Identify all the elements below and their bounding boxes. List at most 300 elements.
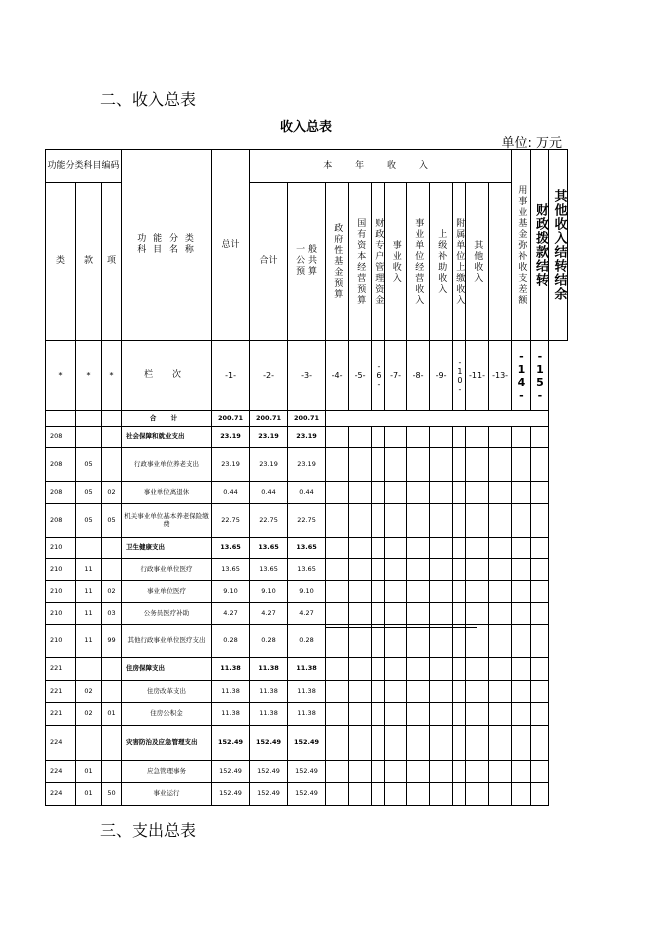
- row-empty-cell: [326, 726, 349, 761]
- row-general: 152.49: [288, 783, 326, 806]
- row-empty-cell: [466, 703, 489, 726]
- row-empty-cell: [407, 783, 430, 806]
- lanci-num: -13-: [489, 341, 512, 411]
- current-year-income-header: 本 年 收 入: [250, 150, 512, 183]
- row-subtotal: 23.19: [250, 448, 288, 482]
- row-empty-cell: [453, 603, 466, 625]
- row-xiang: 01: [102, 703, 122, 726]
- row-empty-cell: [349, 427, 372, 448]
- table-row: [46, 703, 568, 726]
- row-total: 0.28: [212, 625, 250, 658]
- row-kuan: 05: [76, 504, 102, 538]
- row-subtotal: 11.38: [250, 658, 288, 681]
- row-kuan: 11: [76, 625, 102, 658]
- row-total: 9.10: [212, 581, 250, 603]
- row-empty-cell: [489, 559, 512, 581]
- row-empty-cell: [372, 427, 385, 448]
- row-total: 152.49: [212, 726, 250, 761]
- row-empty-cell: [512, 448, 531, 482]
- row-empty-cell: [430, 726, 453, 761]
- row-empty-cell: [531, 559, 549, 581]
- row-name: 住房公积金: [122, 703, 212, 726]
- row-xiang: [102, 761, 122, 783]
- row-empty-cell: [349, 559, 372, 581]
- row-empty-cell: [466, 726, 489, 761]
- lanci-num: -2-: [250, 341, 288, 411]
- row-xiang: [102, 559, 122, 581]
- row-empty-cell: [430, 504, 453, 538]
- row-name: 事业单位离退休: [122, 482, 212, 504]
- row-empty-cell: [466, 658, 489, 681]
- row-empty-cell: [512, 581, 531, 603]
- row-empty-cell: [512, 783, 531, 806]
- row-general: 152.49: [288, 761, 326, 783]
- lanci-num: -5-: [349, 341, 372, 411]
- state-capital-header: 国有资本经营预算: [349, 183, 372, 341]
- table-row: [46, 658, 568, 681]
- row-empty-cell: [531, 625, 549, 658]
- row-empty-cell: [407, 448, 430, 482]
- row-kuan: [76, 427, 102, 448]
- row-general: 11.38: [288, 703, 326, 726]
- subtotal-header: 合计: [250, 183, 288, 341]
- row-lei: 210: [46, 559, 76, 581]
- row-empty-cell: [372, 761, 385, 783]
- row-empty-cell: [466, 625, 489, 658]
- row-lei: 210: [46, 538, 76, 559]
- row-empty-cell: [349, 482, 372, 504]
- row-kuan: [76, 538, 102, 559]
- row-empty-cell: [349, 448, 372, 482]
- row-empty-cell: [430, 703, 453, 726]
- table-row: [46, 482, 568, 504]
- row-empty-cell: [385, 783, 407, 806]
- table-row: [46, 581, 568, 603]
- row-empty-cell: [385, 581, 407, 603]
- row-name: 事业单位医疗: [122, 581, 212, 603]
- row-empty-cell: [372, 559, 385, 581]
- row-empty-cell: [385, 448, 407, 482]
- row-name: 公务员医疗补助: [122, 603, 212, 625]
- row-empty-cell: [453, 504, 466, 538]
- row-empty-cell: [407, 603, 430, 625]
- row-empty-cell: [453, 427, 466, 448]
- table-row: [46, 603, 568, 625]
- total-row-subtotal: 200.71: [250, 411, 288, 427]
- row-subtotal: 11.38: [250, 703, 288, 726]
- row-kuan: 02: [76, 703, 102, 726]
- lanci-num: -14-: [512, 341, 531, 411]
- row-empty-cell: [489, 427, 512, 448]
- row-kuan: 11: [76, 559, 102, 581]
- row-kuan: 05: [76, 448, 102, 482]
- row-empty-cell: [349, 761, 372, 783]
- row-empty-cell: [512, 482, 531, 504]
- row-xiang: [102, 427, 122, 448]
- row-empty-cell: [326, 783, 349, 806]
- row-name: 其他行政事业单位医疗支出: [122, 625, 212, 658]
- row-subtotal: 4.27: [250, 603, 288, 625]
- row-name: 事业运行: [122, 783, 212, 806]
- row-empty-cell: [385, 559, 407, 581]
- lanci-mark: *: [102, 341, 122, 411]
- row-empty-cell: [512, 681, 531, 703]
- row-lei: 221: [46, 658, 76, 681]
- row-empty-cell: [531, 581, 549, 603]
- row-general: 9.10: [288, 581, 326, 603]
- row-subtotal: 9.10: [250, 581, 288, 603]
- lanci-mark: *: [46, 341, 76, 411]
- lanci-num: -9-: [430, 341, 453, 411]
- table-row: [46, 726, 568, 761]
- row-empty-cell: [430, 482, 453, 504]
- row-empty-cell: [372, 658, 385, 681]
- row-empty-cell: [430, 625, 453, 658]
- row-empty-cell: [407, 681, 430, 703]
- table-row: [46, 625, 568, 658]
- row-empty-cell: [385, 482, 407, 504]
- row-empty-cell: [385, 703, 407, 726]
- superior-sub-header: 上级补助收入: [430, 183, 453, 341]
- row-empty-cell: [326, 603, 349, 625]
- row-general: 22.75: [288, 504, 326, 538]
- row-empty-cell: [372, 482, 385, 504]
- lanci-mark: *: [76, 341, 102, 411]
- row-empty-cell: [489, 726, 512, 761]
- kuan-header: 款: [76, 183, 102, 341]
- row-subtotal: 0.28: [250, 625, 288, 658]
- unit-label: 单位: 万元: [501, 136, 562, 151]
- row-empty-cell: [466, 559, 489, 581]
- row-empty-cell: [385, 658, 407, 681]
- row-empty-cell: [372, 681, 385, 703]
- row-name: 行政事业单位养老支出: [122, 448, 212, 482]
- row-general: 13.65: [288, 559, 326, 581]
- row-general: 0.28: [288, 625, 326, 658]
- total-row-label: 合 计: [122, 411, 212, 427]
- row-empty-cell: [349, 603, 372, 625]
- row-lei: 208: [46, 448, 76, 482]
- row-empty-cell: [326, 427, 349, 448]
- row-empty-cell: [512, 559, 531, 581]
- row-subtotal: 152.49: [250, 726, 288, 761]
- row-empty-cell: [372, 448, 385, 482]
- row-name: 应急管理事务: [122, 761, 212, 783]
- row-empty-cell: [453, 538, 466, 559]
- row-empty-cell: [326, 559, 349, 581]
- career-income-header: 事业收入: [385, 183, 407, 341]
- row-empty-cell: [430, 427, 453, 448]
- row-xiang: 99: [102, 625, 122, 658]
- table-row: [46, 559, 568, 581]
- row-total: 152.49: [212, 761, 250, 783]
- row-empty-cell: [326, 581, 349, 603]
- total-header: 总计: [212, 150, 250, 341]
- table-row: [46, 504, 568, 538]
- row-empty-cell: [430, 448, 453, 482]
- row-kuan: 01: [76, 761, 102, 783]
- row-empty-cell: [531, 681, 549, 703]
- row-empty-cell: [531, 538, 549, 559]
- row-empty-cell: [349, 783, 372, 806]
- row-empty-cell: [489, 703, 512, 726]
- row-empty-cell: [531, 504, 549, 538]
- row-subtotal: 11.38: [250, 681, 288, 703]
- lanci-label: 栏 次: [122, 341, 212, 411]
- row-empty-cell: [466, 681, 489, 703]
- row-empty-cell: [453, 448, 466, 482]
- row-empty-cell: [407, 658, 430, 681]
- row-total: 23.19: [212, 427, 250, 448]
- table-row: [46, 761, 568, 783]
- row-empty-cell: [407, 625, 430, 658]
- row-kuan: [76, 658, 102, 681]
- row-empty-cell: [531, 703, 549, 726]
- lanci-num: -10-: [453, 341, 466, 411]
- row-empty-cell: [349, 658, 372, 681]
- row-empty-cell: [372, 504, 385, 538]
- row-empty-cell: [372, 783, 385, 806]
- row-lei: 208: [46, 504, 76, 538]
- row-empty-cell: [349, 625, 372, 658]
- row-empty-cell: [372, 538, 385, 559]
- row-total: 0.44: [212, 482, 250, 504]
- row-empty-cell: [372, 726, 385, 761]
- row-empty-cell: [407, 726, 430, 761]
- row-empty-cell: [489, 681, 512, 703]
- row-empty-cell: [466, 504, 489, 538]
- row-general: 4.27: [288, 603, 326, 625]
- row-general: 23.19: [288, 427, 326, 448]
- row-empty-cell: [372, 703, 385, 726]
- lanci-num: -7-: [385, 341, 407, 411]
- row-lei: 224: [46, 726, 76, 761]
- row-empty-cell: [466, 427, 489, 448]
- row-lei: 208: [46, 427, 76, 448]
- row-kuan: 02: [76, 681, 102, 703]
- row-name: 灾害防治及应急管理支出: [122, 726, 212, 761]
- row-empty-cell: [349, 726, 372, 761]
- row-empty-cell: [512, 658, 531, 681]
- row-general: 11.38: [288, 658, 326, 681]
- row-kuan: [76, 726, 102, 761]
- lanci-num: -15-: [531, 341, 549, 411]
- row-empty-cell: [385, 726, 407, 761]
- lanci-num: -11-: [466, 341, 489, 411]
- row-xiang: 02: [102, 581, 122, 603]
- row-empty-cell: [349, 681, 372, 703]
- row-empty-cell: [453, 783, 466, 806]
- row-kuan: 01: [76, 783, 102, 806]
- row-empty-cell: [531, 783, 549, 806]
- row-empty-cell: [430, 559, 453, 581]
- row-lei: 221: [46, 703, 76, 726]
- row-empty-cell: [466, 482, 489, 504]
- row-lei: 224: [46, 783, 76, 806]
- row-empty-cell: [531, 427, 549, 448]
- fiscal-carry-header: 财政拨款结转: [531, 150, 549, 341]
- row-general: 11.38: [288, 681, 326, 703]
- row-subtotal: 22.75: [250, 504, 288, 538]
- row-xiang: [102, 658, 122, 681]
- lanci-num: -8-: [407, 341, 430, 411]
- row-empty-cell: [430, 538, 453, 559]
- row-empty-cell: [453, 482, 466, 504]
- row-general: 13.65: [288, 538, 326, 559]
- row-empty-cell: [385, 504, 407, 538]
- row-xiang: 50: [102, 783, 122, 806]
- row-empty-cell: [512, 761, 531, 783]
- row-empty-cell: [326, 504, 349, 538]
- func-name-header: 功 能 分 类 科 目 名 称: [122, 150, 212, 341]
- row-empty-cell: [453, 581, 466, 603]
- row-kuan: 11: [76, 581, 102, 603]
- row-empty-cell: [531, 448, 549, 482]
- row-empty-cell: [466, 538, 489, 559]
- row-empty-cell: [385, 681, 407, 703]
- row-empty-cell: [326, 761, 349, 783]
- row-empty-cell: [407, 559, 430, 581]
- row-empty-cell: [407, 504, 430, 538]
- section-heading-income: 二、收入总表: [100, 90, 197, 109]
- row-xiang: [102, 681, 122, 703]
- other-income-header: 其他收入: [466, 183, 489, 341]
- fund-offset-header: 用事业基金弥补收支差额: [512, 150, 531, 341]
- row-empty-cell: [372, 581, 385, 603]
- row-empty-cell: [489, 783, 512, 806]
- row-subtotal: 152.49: [250, 783, 288, 806]
- row-empty-cell: [326, 625, 349, 658]
- row-subtotal: 152.49: [250, 761, 288, 783]
- row-empty-cell: [453, 559, 466, 581]
- affiliated-header: 附属单位上缴收入: [453, 183, 466, 341]
- row-lei: 208: [46, 482, 76, 504]
- row-empty-cell: [466, 761, 489, 783]
- row-subtotal: 23.19: [250, 427, 288, 448]
- row-empty-cell: [466, 581, 489, 603]
- lanci-num: -1-: [212, 341, 250, 411]
- row-empty-cell: [512, 625, 531, 658]
- row-kuan: 05: [76, 482, 102, 504]
- row-empty-cell: [512, 427, 531, 448]
- row-empty-cell: [489, 482, 512, 504]
- row-lei: 210: [46, 603, 76, 625]
- row-xiang: 05: [102, 504, 122, 538]
- row-empty-cell: [326, 681, 349, 703]
- row-empty-cell: [349, 538, 372, 559]
- row-xiang: [102, 726, 122, 761]
- row-name: 机关事业单位基本养老保险缴费: [122, 504, 212, 538]
- lanci-num: -3-: [288, 341, 326, 411]
- row-empty-cell: [489, 538, 512, 559]
- row-empty-cell: [466, 783, 489, 806]
- row-empty-cell: [430, 783, 453, 806]
- career-op-header: 事业单位经营收入: [407, 183, 430, 341]
- row-empty-cell: [512, 504, 531, 538]
- row-total: 13.65: [212, 538, 250, 559]
- gov-fund-header: 政府性基金预算: [326, 183, 349, 341]
- row-name: 住房改革支出: [122, 681, 212, 703]
- row-empty-cell: [407, 703, 430, 726]
- row-empty-cell: [385, 427, 407, 448]
- total-row: [46, 411, 568, 427]
- row-empty-cell: [407, 538, 430, 559]
- row-subtotal: 13.65: [250, 559, 288, 581]
- row-empty-cell: [466, 448, 489, 482]
- row-empty-cell: [531, 726, 549, 761]
- row-empty-cell: [512, 538, 531, 559]
- row-total: 4.27: [212, 603, 250, 625]
- row-empty-cell: [453, 703, 466, 726]
- row-empty-cell: [407, 427, 430, 448]
- total-row-total: 200.71: [212, 411, 250, 427]
- row-total: 152.49: [212, 783, 250, 806]
- row-empty-cell: [326, 538, 349, 559]
- row-empty-cell: [326, 658, 349, 681]
- row-empty-cell: [531, 658, 549, 681]
- row-name: 社会保障和就业支出: [122, 427, 212, 448]
- func-code-header: 功能分类科目编码: [46, 150, 122, 183]
- row-empty-cell: [489, 658, 512, 681]
- row-empty-cell: [407, 761, 430, 783]
- row-empty-cell: [407, 482, 430, 504]
- row-lei: 221: [46, 681, 76, 703]
- row-xiang: 03: [102, 603, 122, 625]
- row-empty-cell: [385, 761, 407, 783]
- row-kuan: 11: [76, 603, 102, 625]
- row-empty-cell: [430, 761, 453, 783]
- row-empty-cell: [349, 504, 372, 538]
- row-name: 行政事业单位医疗: [122, 559, 212, 581]
- lanci-num: -4-: [326, 341, 349, 411]
- table-row: [46, 783, 568, 806]
- row-empty-cell: [385, 603, 407, 625]
- row-lei: 224: [46, 761, 76, 783]
- row-name: 住房保障支出: [122, 658, 212, 681]
- general-budget-header: 一 般 公 共 预 算: [288, 183, 326, 341]
- row-total: 11.38: [212, 658, 250, 681]
- row-empty-cell: [430, 681, 453, 703]
- row-empty-cell: [453, 681, 466, 703]
- row-empty-cell: [326, 482, 349, 504]
- row-xiang: [102, 538, 122, 559]
- row-empty-cell: [372, 625, 385, 658]
- row-empty-cell: [430, 603, 453, 625]
- row-empty-cell: [326, 448, 349, 482]
- row-empty-cell: [453, 625, 466, 658]
- row-empty-cell: [453, 761, 466, 783]
- row-total: 11.38: [212, 681, 250, 703]
- lei-header: 类: [46, 183, 76, 341]
- table-row: [46, 427, 568, 448]
- row-empty-cell: [349, 703, 372, 726]
- lanci-num: -6-: [372, 341, 385, 411]
- row-empty-cell: [489, 581, 512, 603]
- section-heading-expense: 三、支出总表: [100, 821, 197, 840]
- row-empty-cell: [349, 581, 372, 603]
- table-row: [46, 538, 568, 559]
- income-summary-table: [45, 149, 568, 806]
- row-general: 0.44: [288, 482, 326, 504]
- row-lei: 210: [46, 625, 76, 658]
- row-xiang: [102, 448, 122, 482]
- row-empty-cell: [407, 581, 430, 603]
- row-empty-cell: [512, 703, 531, 726]
- row-empty-cell: [453, 726, 466, 761]
- row-lei: 210: [46, 581, 76, 603]
- row-empty-cell: [531, 761, 549, 783]
- row-empty-cell: [430, 658, 453, 681]
